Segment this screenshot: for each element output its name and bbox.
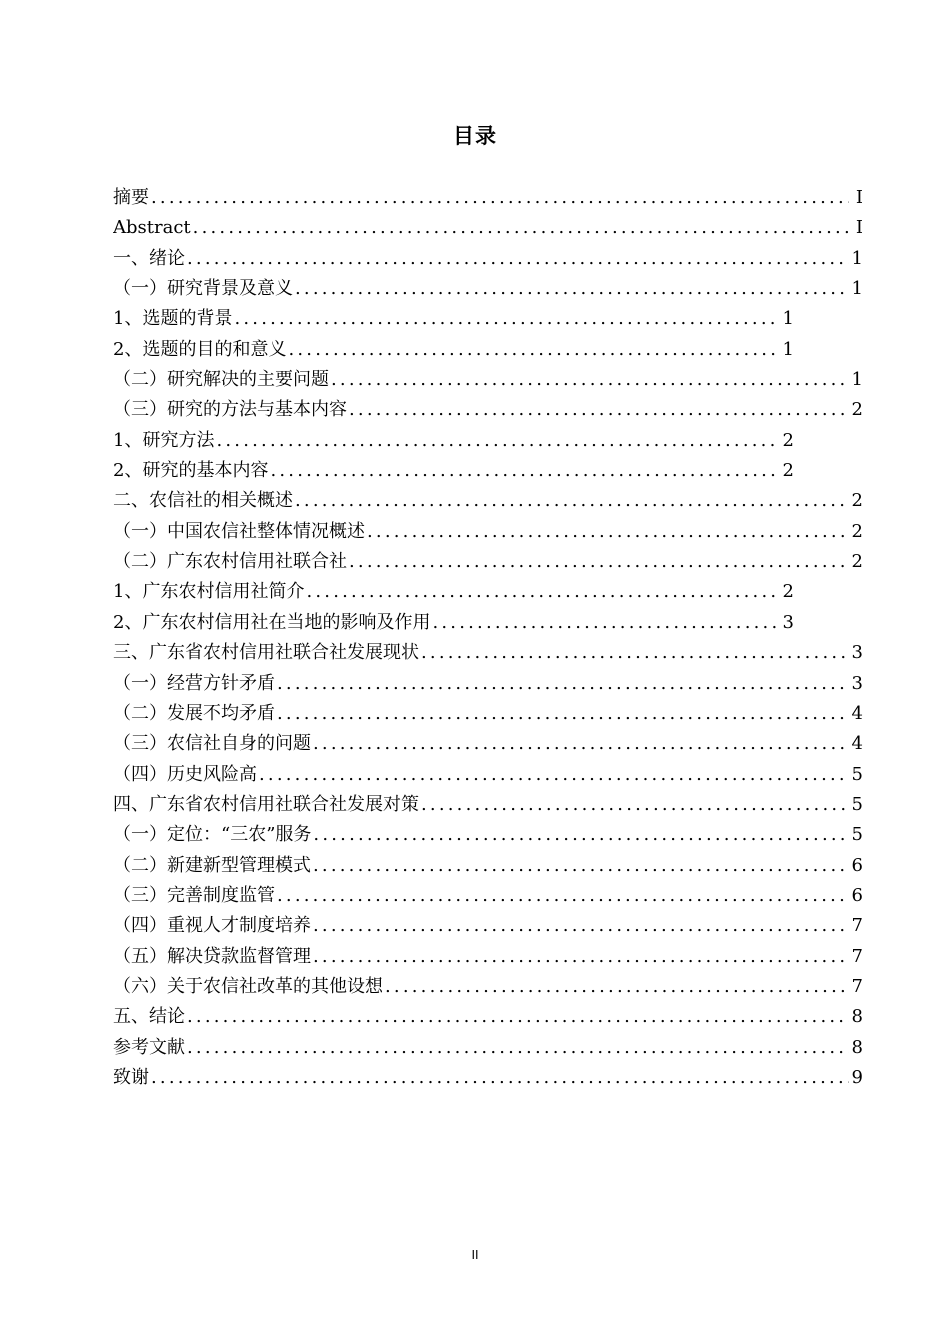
toc-entry[interactable] — [113, 1063, 863, 1093]
table-of-contents — [113, 183, 863, 1093]
toc-entry-label: 三、广东省农村信用社联合社发展现状 — [113, 642, 419, 664]
toc-entry-page-number: 2 — [851, 399, 863, 421]
toc-dot-leader — [187, 1002, 849, 1032]
toc-dot-leader — [421, 790, 849, 820]
toc-entry-page-number: 7 — [851, 915, 863, 937]
toc-entry-page-number: 5 — [851, 824, 863, 846]
toc-entry[interactable] — [113, 304, 794, 334]
toc-entry-label: （二）新建新型管理模式 — [113, 854, 311, 876]
toc-entry-label: 五、结论 — [113, 1006, 185, 1028]
toc-entry-label: （一）中国农信社整体情况概述 — [113, 520, 365, 542]
toc-entry-page-number: I — [855, 187, 863, 208]
toc-entry-label: 二、农信社的相关概述 — [113, 490, 293, 512]
toc-entry-label: 1、研究方法 — [113, 429, 215, 451]
toc-dot-leader — [331, 365, 849, 395]
toc-entry[interactable] — [113, 729, 863, 759]
toc-entry[interactable] — [113, 911, 863, 941]
toc-dot-leader — [385, 972, 849, 1002]
toc-entry[interactable] — [113, 365, 863, 395]
toc-dot-leader — [295, 274, 849, 304]
toc-entry[interactable] — [113, 820, 863, 850]
toc-entry-label: 2、选题的目的和意义 — [113, 338, 287, 360]
toc-entry-label: （二）研究解决的主要问题 — [113, 369, 329, 391]
toc-dot-leader — [277, 669, 849, 699]
toc-dot-leader — [187, 1033, 849, 1063]
toc-entry-page-number: 3 — [782, 611, 794, 633]
toc-dot-leader — [313, 851, 849, 881]
toc-entry-label: （四）重视人才制度培养 — [113, 915, 311, 937]
toc-entry-page-number: 1 — [851, 278, 863, 300]
toc-entry-label: （二）广东农村信用社联合社 — [113, 551, 347, 573]
toc-entry-label: （四）历史风险高 — [113, 763, 257, 785]
toc-entry-page-number: 1 — [782, 338, 794, 360]
footer-page-number: II — [471, 1248, 479, 1262]
toc-entry[interactable] — [113, 638, 863, 668]
toc-entry[interactable] — [113, 881, 863, 911]
toc-entry-page-number: 3 — [851, 672, 863, 694]
toc-entry-page-number: 2 — [851, 490, 863, 512]
toc-entry-page-number: 2 — [782, 581, 794, 603]
toc-entry-label: Abstract — [113, 217, 191, 239]
toc-entry-label: 一、绪论 — [113, 247, 185, 269]
toc-dot-leader — [193, 213, 849, 243]
toc-entry[interactable] — [113, 426, 794, 456]
toc-entry[interactable] — [113, 335, 794, 365]
toc-entry[interactable] — [113, 395, 863, 425]
toc-entry[interactable] — [113, 669, 863, 699]
toc-entry-page-number: 5 — [851, 793, 863, 815]
toc-entry-label: 致谢 — [113, 1066, 149, 1088]
toc-entry-label: （三）完善制度监管 — [113, 884, 275, 906]
toc-entry[interactable] — [113, 456, 794, 486]
toc-dot-leader — [187, 244, 849, 274]
toc-entry-label: 参考文献 — [113, 1036, 185, 1058]
toc-dot-leader — [295, 486, 849, 516]
toc-entry-label: （六）关于农信社改革的其他设想 — [113, 975, 383, 997]
toc-entry[interactable] — [113, 547, 863, 577]
toc-entry[interactable] — [113, 851, 863, 881]
toc-entry[interactable] — [113, 699, 863, 729]
toc-dot-leader — [432, 608, 780, 638]
toc-entry-page-number: 5 — [851, 763, 863, 785]
toc-entry[interactable] — [113, 972, 863, 1002]
toc-entry[interactable] — [113, 1002, 863, 1032]
toc-entry-label: （一）研究背景及意义 — [113, 278, 293, 300]
toc-dot-leader — [277, 699, 849, 729]
toc-entry[interactable] — [113, 183, 863, 213]
toc-entry-page-number: 1 — [782, 308, 794, 330]
toc-entry-label: （三）农信社自身的问题 — [113, 733, 311, 755]
toc-dot-leader — [313, 729, 849, 759]
toc-dot-leader — [349, 547, 849, 577]
toc-entry-page-number: 1 — [851, 247, 863, 269]
toc-entry-page-number: 1 — [851, 369, 863, 391]
toc-dot-leader — [421, 638, 849, 668]
toc-entry-page-number: 7 — [851, 945, 863, 967]
toc-entry-page-number: 2 — [782, 429, 794, 451]
toc-entry[interactable] — [113, 942, 863, 972]
toc-entry-page-number: 9 — [851, 1066, 863, 1088]
toc-entry-page-number: 4 — [851, 733, 863, 755]
toc-entry-label: （三）研究的方法与基本内容 — [113, 399, 347, 421]
toc-entry[interactable] — [113, 517, 863, 547]
toc-entry-page-number: 2 — [851, 520, 863, 542]
toc-entry-label: 1、广东农村信用社简介 — [113, 581, 305, 603]
toc-entry-page-number: 3 — [851, 642, 863, 664]
toc-dot-leader — [313, 911, 849, 941]
toc-entry[interactable] — [113, 486, 863, 516]
toc-entry-page-number: 8 — [851, 1006, 863, 1028]
toc-dot-leader — [151, 183, 849, 213]
toc-dot-leader — [259, 760, 849, 790]
toc-entry-page-number: 7 — [851, 975, 863, 997]
toc-dot-leader — [277, 881, 849, 911]
toc-entry-page-number: 6 — [851, 884, 863, 906]
toc-entry-page-number: 2 — [851, 551, 863, 573]
toc-entry[interactable] — [113, 760, 863, 790]
toc-dot-leader — [313, 820, 849, 850]
toc-entry-label: 2、研究的基本内容 — [113, 460, 269, 482]
toc-entry-label: （二）发展不均矛盾 — [113, 702, 275, 724]
toc-dot-leader — [306, 577, 780, 607]
toc-dot-leader — [367, 517, 849, 547]
toc-entry-page-number: 2 — [782, 460, 794, 482]
toc-entry-page-number: 4 — [851, 702, 863, 724]
toc-entry-label: （一）定位：“三农”服务 — [113, 824, 312, 846]
toc-dot-leader — [349, 395, 849, 425]
toc-entry-label: （一）经营方针矛盾 — [113, 672, 275, 694]
toc-dot-leader — [313, 942, 849, 972]
toc-entry-label: 四、广东省农村信用社联合社发展对策 — [113, 793, 419, 815]
toc-dot-leader — [151, 1063, 849, 1093]
toc-dot-leader — [288, 335, 780, 365]
toc-entry[interactable] — [113, 244, 863, 274]
toc-entry-page-number: 8 — [851, 1036, 863, 1058]
toc-entry[interactable] — [113, 790, 863, 820]
toc-entry[interactable] — [113, 1033, 863, 1063]
toc-entry-label: 2、广东农村信用社在当地的影响及作用 — [113, 611, 431, 633]
toc-entry-page-number: 6 — [851, 854, 863, 876]
toc-dot-leader — [270, 456, 780, 486]
toc-dot-leader — [216, 426, 780, 456]
toc-dot-leader — [234, 304, 780, 334]
toc-entry[interactable] — [113, 213, 863, 243]
toc-entry[interactable] — [113, 608, 794, 638]
toc-entry-label: （五）解决贷款监督管理 — [113, 945, 311, 967]
toc-entry-label: 1、选题的背景 — [113, 308, 233, 330]
toc-entry-page-number: I — [855, 217, 863, 239]
toc-entry[interactable] — [113, 577, 794, 607]
toc-entry[interactable] — [113, 274, 863, 304]
toc-entry-label: 摘要 — [113, 187, 149, 208]
page-title: 目录 — [453, 124, 497, 148]
